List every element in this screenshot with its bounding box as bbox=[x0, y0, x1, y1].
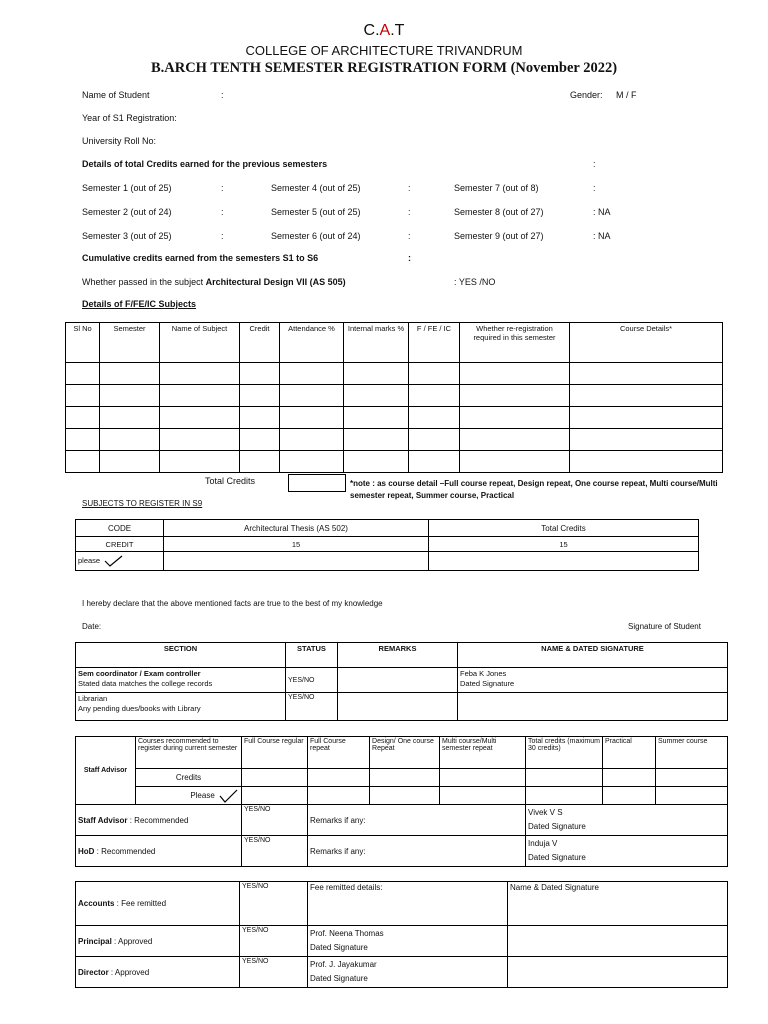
course-detail-note: *note : as course detail –Full course repeat, Design repeat, One course repeat, Multi course/Multi semester repeat, Summer course, Practical bbox=[350, 479, 718, 500]
colon: : bbox=[408, 231, 411, 241]
gender-value: M / F bbox=[616, 90, 637, 100]
signature-header: NAME & DATED SIGNATURE bbox=[458, 643, 728, 668]
checkmark-icon bbox=[217, 789, 239, 803]
semester-2-label: Semester 2 (out of 24) bbox=[82, 207, 172, 217]
col-reregistration: Whether re-registration required in this semester bbox=[460, 323, 570, 363]
approval-table bbox=[75, 642, 728, 721]
staff-advisor-remarks[interactable]: Remarks if any: bbox=[308, 805, 526, 836]
principal-status[interactable]: YES/NO bbox=[240, 926, 308, 957]
credits-row-label: Credits bbox=[136, 769, 242, 787]
design-repeat-header: Design/ One course Repeat bbox=[370, 737, 440, 769]
s9-total-label: Total Credits bbox=[429, 520, 699, 537]
table-row bbox=[66, 385, 723, 407]
sem-coordinator-status[interactable]: YES/NO bbox=[286, 668, 338, 693]
final-approval-table bbox=[75, 881, 728, 988]
table-row bbox=[66, 407, 723, 429]
name-colon: : bbox=[221, 90, 224, 100]
credit-label: CREDIT bbox=[76, 537, 164, 552]
practical-header: Practical bbox=[603, 737, 656, 769]
semester-3-label: Semester 3 (out of 25) bbox=[82, 231, 172, 241]
col-sl-no: Sl No bbox=[66, 323, 100, 363]
accounts-fee-remitted: Accounts : Fee remitted bbox=[76, 882, 240, 926]
cumulative-credits-label: Cumulative credits earned from the semesters S1 to S6 bbox=[82, 253, 319, 263]
table-row bbox=[66, 429, 723, 451]
student-signature-label: Signature of Student bbox=[628, 622, 701, 631]
ffeic-heading: Details of F/FE/IC Subjects bbox=[82, 299, 197, 309]
summer-course-header: Summer course bbox=[656, 737, 728, 769]
semester-5-label: Semester 5 (out of 25) bbox=[271, 207, 361, 217]
semester-8-label: Semester 8 (out of 27) bbox=[454, 207, 544, 217]
table-row bbox=[66, 363, 723, 385]
colon: : bbox=[408, 253, 411, 263]
please-label: Please bbox=[190, 790, 215, 800]
multi-course-header: Multi course/Multi semester repeat bbox=[440, 737, 526, 769]
librarian-section: Librarian Any pending dues/books with Library bbox=[76, 693, 286, 721]
please-label: please bbox=[78, 555, 101, 565]
sem-coordinator-signature[interactable]: Feba K Jones Dated Signature bbox=[458, 668, 728, 693]
colon: : bbox=[593, 183, 596, 193]
hod-recommended: HoD : Recommended bbox=[76, 836, 242, 867]
name-label: Name of Student bbox=[82, 90, 150, 100]
total-value: 15 bbox=[429, 537, 699, 552]
college-name: COLLEGE OF ARCHITECTURE TRIVANDRUM bbox=[245, 43, 523, 58]
col-attendance: Attendance % bbox=[280, 323, 344, 363]
semester-6-label: Semester 6 (out of 24) bbox=[271, 231, 361, 241]
college-abbreviation: C.A.T bbox=[363, 22, 405, 39]
roll-no-label: University Roll No: bbox=[82, 136, 157, 146]
colon: : bbox=[408, 207, 411, 217]
sem-coordinator-section: Sem coordinator / Exam controller Stated data matches the college records bbox=[76, 668, 286, 693]
staff-advisor-status[interactable]: YES/NO bbox=[242, 805, 308, 836]
colon: : bbox=[221, 231, 224, 241]
s9-heading: SUBJECTS TO REGISTER IN S9 bbox=[82, 499, 203, 508]
s9-subject: Architectural Thesis (AS 502) bbox=[164, 520, 429, 537]
total-credits-box[interactable] bbox=[288, 474, 346, 492]
hod-remarks[interactable]: Remarks if any: bbox=[308, 836, 526, 867]
code-label: CODE bbox=[76, 520, 164, 537]
director-signature[interactable]: Prof. J. Jayakumar Dated Signature bbox=[308, 957, 508, 988]
please-tick-cell[interactable] bbox=[136, 787, 242, 805]
col-subject: Name of Subject bbox=[160, 323, 240, 363]
credits-heading: Details of total Credits earned for the previous semesters bbox=[82, 159, 328, 169]
passed-ad7-label: Whether passed in the subject Architectural Design VII (AS 505) bbox=[82, 277, 346, 287]
courses-recommended-header: Courses recommended to register during current semester bbox=[136, 737, 242, 769]
colon: : bbox=[221, 183, 224, 193]
ffeic-table bbox=[65, 322, 723, 473]
director-approved: Director : Approved bbox=[76, 957, 240, 988]
colon: : bbox=[408, 183, 411, 193]
director-status[interactable]: YES/NO bbox=[240, 957, 308, 988]
declaration-text: I hereby declare that the above mentioned facts are true to the best of my knowledge bbox=[82, 599, 383, 608]
credits-heading-colon: : bbox=[593, 159, 596, 169]
semester-4-label: Semester 4 (out of 25) bbox=[271, 183, 361, 193]
credit-value: 15 bbox=[164, 537, 429, 552]
hod-status[interactable]: YES/NO bbox=[242, 836, 308, 867]
hod-signature[interactable]: Induja V Dated Signature bbox=[526, 836, 728, 867]
form-title: B.ARCH TENTH SEMESTER REGISTRATION FORM (November 2022) bbox=[150, 60, 618, 76]
section-header: SECTION bbox=[76, 643, 286, 668]
semester-9-value: : NA bbox=[593, 231, 611, 241]
year-s1-label: Year of S1 Registration: bbox=[82, 113, 177, 123]
principal-approved: Principal : Approved bbox=[76, 926, 240, 957]
col-credit: Credit bbox=[240, 323, 280, 363]
remarks-header: REMARKS bbox=[338, 643, 458, 668]
full-course-regular-header: Full Course regular bbox=[242, 737, 308, 769]
full-course-repeat-header: Full Course repeat bbox=[308, 737, 370, 769]
accounts-status[interactable]: YES/NO bbox=[240, 882, 308, 926]
semester-9-label: Semester 9 (out of 27) bbox=[454, 231, 544, 241]
col-course-details: Course Details* bbox=[570, 323, 723, 363]
date-label: Date: bbox=[82, 622, 102, 631]
colon: : bbox=[221, 207, 224, 217]
semester-8-value: : NA bbox=[593, 207, 611, 217]
librarian-status[interactable]: YES/NO bbox=[286, 693, 338, 721]
semester-1-label: Semester 1 (out of 25) bbox=[82, 183, 172, 193]
total-credits-label: Total Credits bbox=[205, 476, 256, 486]
staff-advisor-signature[interactable]: Vivek V S Dated Signature bbox=[526, 805, 728, 836]
passed-ad7-value: : YES /NO bbox=[454, 277, 496, 287]
fee-remitted-details[interactable]: Fee remitted details: bbox=[308, 882, 508, 926]
please-tick-cell[interactable] bbox=[76, 552, 164, 571]
table-row bbox=[66, 451, 723, 473]
principal-signature[interactable]: Prof. Neena Thomas Dated Signature bbox=[308, 926, 508, 957]
s9-table bbox=[75, 519, 699, 571]
accounts-signature[interactable]: Name & Dated Signature bbox=[508, 882, 728, 926]
col-internal: Internal marks % bbox=[344, 323, 409, 363]
staff-advisor-label: Staff Advisor bbox=[76, 737, 136, 805]
col-semester: Semester bbox=[100, 323, 160, 363]
advisor-table bbox=[75, 736, 728, 867]
col-f-fe-ic: F / FE / IC bbox=[409, 323, 460, 363]
status-header: STATUS bbox=[286, 643, 338, 668]
total-credits-header: Total credits (maximum 30 credits) bbox=[526, 737, 603, 769]
checkmark-icon bbox=[102, 555, 124, 567]
semester-7-label: Semester 7 (out of 8) bbox=[454, 183, 539, 193]
staff-advisor-recommended: Staff Advisor : Recommended bbox=[76, 805, 242, 836]
gender-label: Gender: bbox=[570, 90, 603, 100]
